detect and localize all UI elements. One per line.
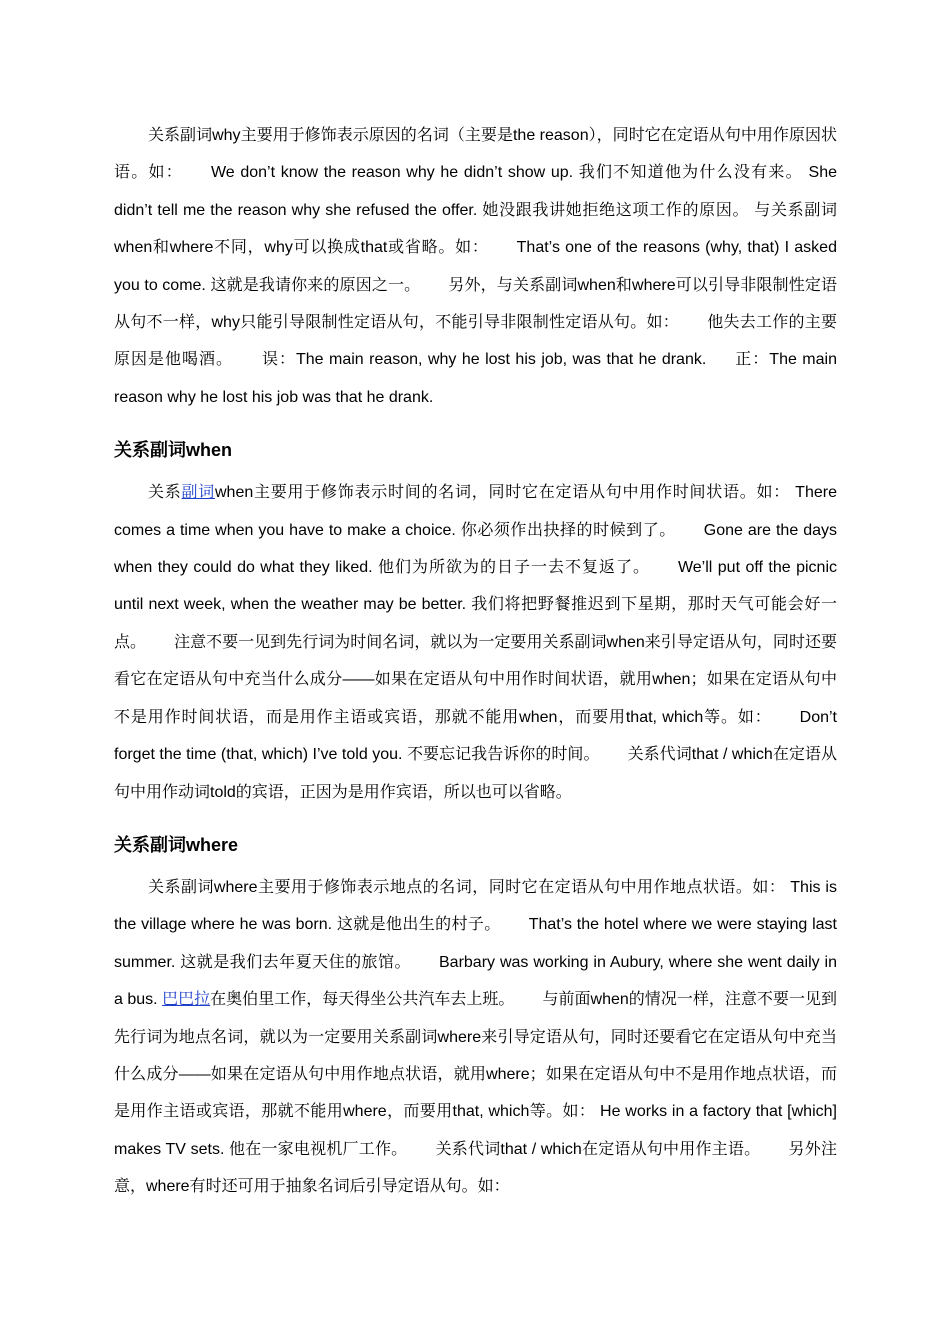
document-page xyxy=(114,117,837,1206)
where-example-4: He works in a factory that [which] makes TV sets. 他在一家电视机厂工作。 xyxy=(114,1103,837,1158)
why-example-3: That’s one of the reasons (why, that) I asked you to come. 这就是我请你来的原因之一。 xyxy=(114,239,837,294)
where-abstract-noun-note: 另外注意，where有时还可用于抽象名词后引导定语从句。如： xyxy=(114,1140,837,1196)
when-example-3: We’ll put off the picnic until next week, when the weather may be better. 我们将把野餐推迟到下星期，那时天气可能会好一点。 xyxy=(114,559,837,651)
paragraph-when xyxy=(114,474,837,811)
why-intro: 关系副词why主要用于修饰表示原因的名词（主要是the reason），同时它在定语从句中用作原因状语。如： xyxy=(114,127,837,182)
when-example-2: Gone are the days when they could do what they liked. 他们为所欲为的日子一去不复返了。 xyxy=(114,521,838,577)
where-example-3-cn: 在奥伯里工作，每天得坐公共汽车去上班。 xyxy=(210,991,515,1009)
why-note: 与关系副词when和where不同，why可以换成that或省略。如： xyxy=(114,201,837,257)
when-caution-note: 注意不要一见到先行词为时间名词，就以为一定要用关系副词when来引导定语从句，同时还要看它在定语从句中充当什么成分——如果在定语从句中用作时间状语，就用when；如果在定语从句中不是用作时间状语，而是用作主语或宾语，那就不能用when，而要用that, which等。如： xyxy=(114,633,837,726)
when-explanation: 关系代词that / which在定语从句中用作动词told的宾语，正因为是用作宾语，所以也可以省略。 xyxy=(114,746,837,801)
adverb-link[interactable]: 副词 xyxy=(181,484,215,502)
why-example-1: We don’t know the reason why he didn’t show up. 我们不知道他为什么没有来。 xyxy=(210,164,803,182)
when-lead: 关系 xyxy=(148,484,182,502)
where-caution-note: 与前面when的情况一样，注意不要一见到先行词为地点名词，就以为一定要用关系副词where来引导定语从句，同时还要看它在定语从句中充当什么成分——如果在定语从句中用作地点状语，就用where；如果在定语从句中不是用作地点状语，而是用作主语或宾语，那就不能用where，而要用that, which等。如： xyxy=(114,991,837,1121)
where-explanation: 关系代词that / which在定语从句中用作主语。 xyxy=(435,1140,761,1158)
barbara-link[interactable]: 巴巴拉 xyxy=(162,991,211,1009)
why-wrong-example: 误：The main reason, why he lost his job, was that he drank. xyxy=(261,351,707,369)
when-example-1: There comes a time when you have to make a choice. 你必须作出抉择的时候到了。 xyxy=(114,484,837,539)
why-example-4-cn: 他失去工作的主要原因是他喝酒。 xyxy=(114,314,837,369)
when-intro: when主要用于修饰表示时间的名词，同时它在定语从句中用作时间状语。如： xyxy=(215,484,790,502)
paragraph-why xyxy=(114,117,837,416)
where-example-3: Barbary was working in Aubury, where she went daily in a bus. xyxy=(114,953,837,1009)
paragraph-where xyxy=(114,869,837,1206)
where-intro: 关系副词where主要用于修饰表示地点的名词，同时它在定语从句中用作地点状语。如： xyxy=(148,878,786,896)
heading-when: 关系副词when xyxy=(114,440,233,461)
heading-where: 关系副词where xyxy=(114,834,239,855)
why-example-2: She didn’t tell me the reason why she refused the offer. 她没跟我讲她拒绝这项工作的原因。 xyxy=(114,164,837,219)
where-example-2: That’s the hotel where we were staying last summer. 这就是我们去年夏天住的旅馆。 xyxy=(114,916,838,971)
why-nonrestrictive-note: 另外，与关系副词when和where可以引导非限制性定语从句不一样，why只能引导限制性定语从句，不能引导非限制性定语从句。如： xyxy=(114,276,837,332)
when-example-4: Don’t forget the time (that, which) I’ve told you. 不要忘记我告诉你的时间。 xyxy=(114,708,837,764)
where-example-1: This is the village where he was born. 这就是他出生的村子。 xyxy=(114,878,837,934)
why-right-example: 正：The main reason why he lost his job was that he drank. xyxy=(114,351,837,406)
